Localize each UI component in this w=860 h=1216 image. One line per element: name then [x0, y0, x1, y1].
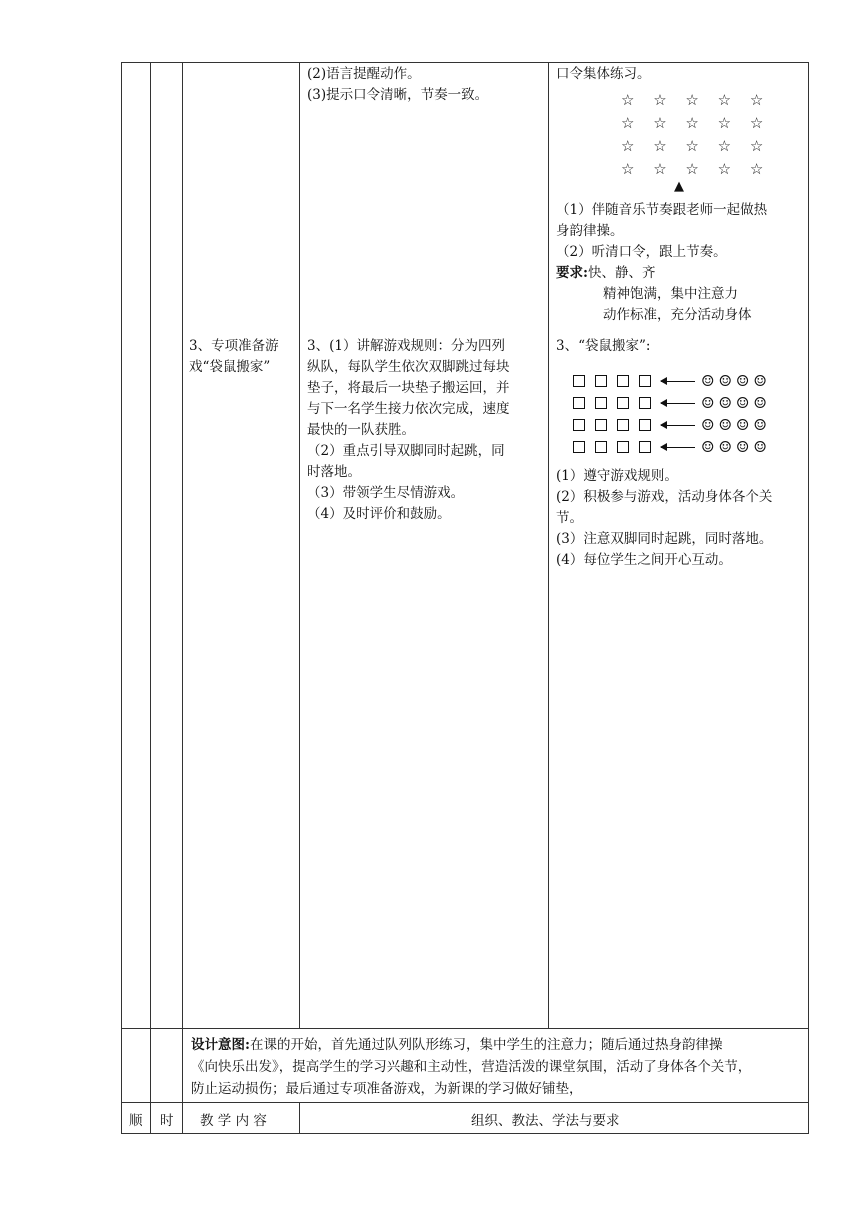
arrow-left-icon	[661, 403, 695, 404]
smiley-face-icon: ☺	[718, 437, 732, 456]
smiley-face-icon: ☺	[701, 437, 715, 456]
design-intent-line: 防止运动损伤；最后通过专项准备游戏，为新课的学习做好铺垫，	[191, 1081, 583, 1097]
requirements-label: 要求:	[556, 265, 588, 281]
method-line: 最快的一队获胜。	[307, 422, 415, 438]
header-time: 时	[160, 1112, 174, 1129]
content-line: 戏“袋鼠搬家”	[189, 359, 271, 375]
mat-square	[617, 441, 629, 453]
mat-square	[639, 419, 651, 431]
table-border-right	[808, 62, 809, 1134]
row-divider-design	[121, 1028, 809, 1029]
mat-square	[639, 375, 651, 387]
method-line: （2）重点引导双脚同时起跳，同	[307, 443, 505, 459]
mat-square	[573, 419, 585, 431]
header-order: 顺	[129, 1112, 143, 1129]
section3-content	[189, 336, 279, 378]
game-requirement-line: 节。	[556, 510, 583, 526]
mat-square	[617, 419, 629, 431]
requirement-line: 精神饱满，集中注意力	[603, 286, 738, 302]
smiley-face-icon: ☺	[753, 371, 767, 390]
mat-square	[595, 419, 607, 431]
mat-square	[639, 441, 651, 453]
design-intent-line: 《向快乐出发》，提高学生的学习兴趣和主动性，营造活泼的课堂氛围，活动了身体各个关节，	[191, 1059, 752, 1075]
star-row: ☆ ☆ ☆ ☆ ☆	[621, 114, 771, 132]
method-line: （4）及时评价和鼓励。	[307, 506, 451, 522]
mat-square	[617, 375, 629, 387]
arrow-left-icon	[661, 425, 695, 426]
game-requirements	[556, 466, 772, 571]
star-row: ☆ ☆ ☆ ☆ ☆	[621, 137, 771, 155]
method-line: 垫子，将最后一块垫子搬运回，并	[307, 380, 510, 396]
mat-square	[595, 397, 607, 409]
organization-continuation	[556, 64, 651, 85]
header-organization: 组织、教法、学法与要求	[471, 1112, 620, 1129]
warmup-line: 身韵律操。	[556, 223, 624, 239]
method-line: (2)语言提醒动作。	[307, 66, 421, 82]
arrow-left-icon	[661, 447, 695, 448]
warmup-line: （1）伴随音乐节奏跟老师一起做热	[556, 202, 768, 218]
table-border-left	[121, 62, 122, 1134]
game-row	[573, 392, 771, 414]
smiley-face-icon: ☺	[753, 393, 767, 412]
game-requirement-line: (4）每位学生之间开心互动。	[556, 552, 732, 568]
mat-square	[595, 375, 607, 387]
smiley-face-icon: ☺	[753, 437, 767, 456]
warmup-line: （2）听清口令，跟上节奏。	[556, 244, 727, 260]
header-content: 教 学 内 容	[200, 1112, 267, 1129]
design-intent-label: 设计意图:	[191, 1037, 250, 1053]
smiley-face-icon: ☺	[735, 437, 750, 456]
warmup-instructions	[556, 200, 767, 326]
requirement-line: 动作标准，充分活动身体	[603, 307, 752, 323]
column-divider-4	[548, 62, 549, 1028]
game-row	[573, 370, 771, 392]
method-line: 纵队，每队学生依次双脚跳过每块	[307, 359, 510, 375]
smiley-face-icon: ☺	[735, 371, 750, 390]
game-title: 3、“袋鼠搬家”:	[556, 338, 651, 354]
method-line: 3、(1）讲解游戏规则：分为四列	[307, 338, 505, 354]
smiley-face-icon: ☺	[735, 393, 750, 412]
mat-square	[617, 397, 629, 409]
smiley-face-icon: ☺	[753, 415, 767, 434]
organization-line: 口令集体练习。	[556, 66, 651, 82]
game-requirement-line: (1）遵守游戏规则。	[556, 468, 678, 484]
requirements-first: 快、静、齐	[587, 265, 656, 281]
method-line: 时落地。	[307, 464, 361, 480]
smiley-face-icon: ☺	[701, 371, 715, 390]
column-divider-3	[299, 62, 300, 1028]
game-row	[573, 414, 771, 436]
column-divider-1	[150, 62, 151, 1134]
mat-square	[573, 375, 585, 387]
smiley-face-icon: ☺	[718, 393, 732, 412]
section3-method	[307, 336, 510, 525]
smiley-face-icon: ☺	[718, 415, 732, 434]
method-continuation	[307, 64, 488, 106]
smiley-face-icon: ☺	[718, 371, 732, 390]
mat-square	[639, 397, 651, 409]
arrow-left-icon	[661, 381, 695, 382]
student-formation	[621, 89, 770, 181]
game-diagram	[573, 370, 771, 458]
star-row: ☆ ☆ ☆ ☆ ☆	[621, 91, 771, 109]
game-requirement-line: (3）注意双脚同时起跳，同时落地。	[556, 531, 773, 547]
smiley-face-icon: ☺	[735, 415, 750, 434]
content-line: 3、专项准备游	[189, 338, 279, 354]
smiley-face-icon: ☺	[701, 393, 715, 412]
method-line: 与下一名学生接力依次完成，速度	[307, 401, 510, 417]
star-row: ☆ ☆ ☆ ☆ ☆	[621, 160, 771, 178]
teacher-marker: ▲	[674, 179, 684, 194]
smiley-face-icon: ☺	[701, 415, 715, 434]
mat-square	[573, 397, 585, 409]
mat-square	[573, 441, 585, 453]
game-requirement-line: (2）积极参与游戏，活动身体各个关	[556, 489, 773, 505]
design-intent	[191, 1034, 803, 1100]
method-line: （3）带领学生尽情游戏。	[307, 485, 465, 501]
game-row	[573, 436, 771, 458]
column-divider-3-header	[299, 1103, 300, 1134]
mat-square	[595, 441, 607, 453]
column-divider-2	[182, 62, 183, 1134]
lesson-plan-table	[121, 62, 809, 1134]
method-line: (3)提示口令清晰，节奏一致。	[307, 87, 489, 103]
table-border-top	[121, 62, 809, 63]
design-intent-line: 在课的开始，首先通过队列队形练习，集中学生的注意力；随后通过热身韵律操	[249, 1037, 723, 1053]
